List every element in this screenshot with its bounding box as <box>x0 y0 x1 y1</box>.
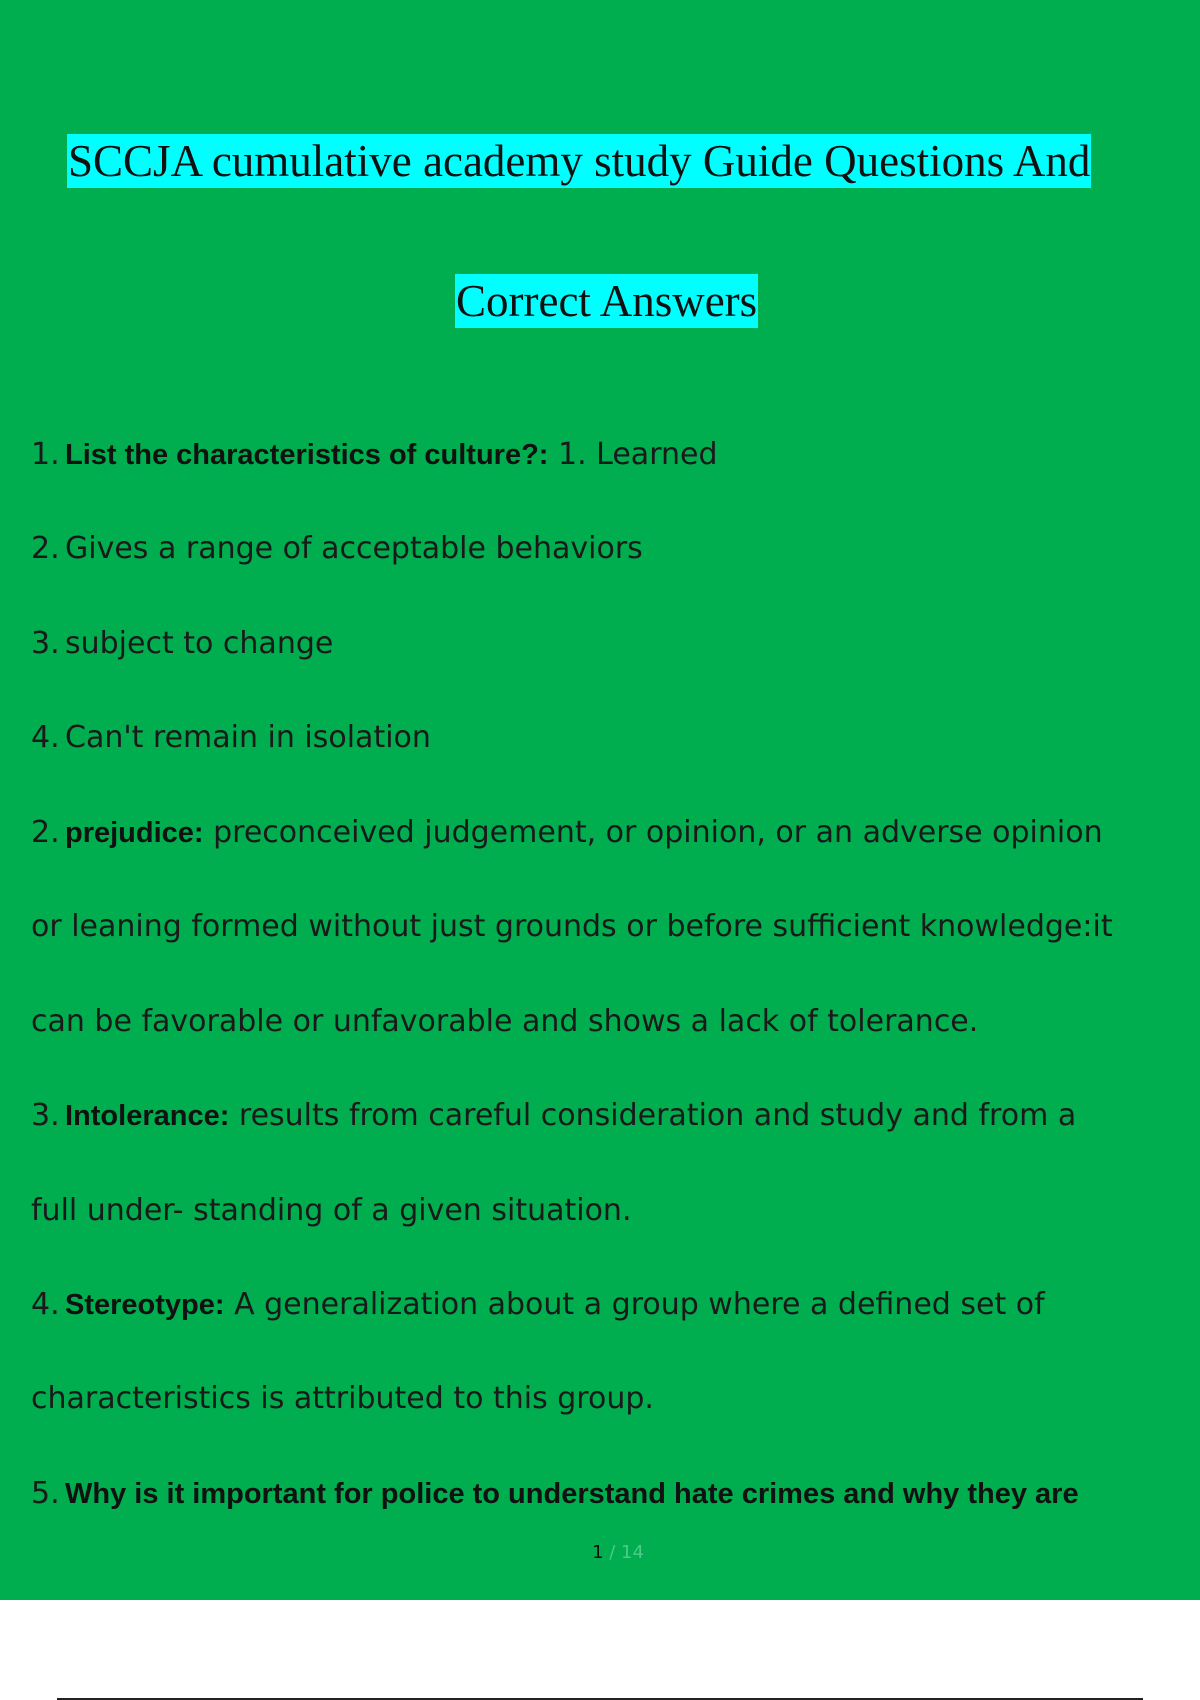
answer-text: preconceived judgement, or opinion, or an adverse opinion <box>203 815 1103 850</box>
question-line <box>31 437 718 473</box>
question-line <box>31 1476 1079 1512</box>
answer-continuation-line <box>31 909 1113 945</box>
answer-text: 1. Learned <box>548 437 718 472</box>
answer-text: characteristics is attributed to this group. <box>31 1381 654 1416</box>
question-number: 4. <box>31 1287 60 1322</box>
answer-text: subject to change <box>65 626 334 661</box>
question-line <box>31 1287 1045 1323</box>
answer-text: A generalization about a group where a defined set of <box>224 1287 1045 1322</box>
list-number: 3. <box>31 626 60 661</box>
total-pages: / 14 <box>603 1542 644 1563</box>
answer-text: results from careful consideration and study and from a <box>229 1098 1077 1133</box>
answer-line <box>31 720 431 756</box>
question-term: prejudice: <box>65 817 204 849</box>
answer-text: Can't remain in isolation <box>65 720 431 755</box>
answer-text: full under- standing of a given situation. <box>31 1193 632 1228</box>
question-number: 1. <box>31 437 60 472</box>
question-line <box>31 815 1103 851</box>
question-number: 3. <box>31 1098 60 1133</box>
answer-continuation-line <box>31 1004 978 1040</box>
page-counter <box>0 1542 1200 1563</box>
question-number: 5. <box>31 1476 60 1511</box>
current-page-number: 1 <box>592 1542 604 1563</box>
answer-text: can be favorable or unfavorable and shows a lack of tolerance. <box>31 1004 979 1039</box>
document-title-line-2: Correct Answers <box>456 276 758 326</box>
answer-continuation-line <box>31 1381 654 1417</box>
answer-line <box>31 626 333 662</box>
question-term: Intolerance: <box>65 1100 230 1132</box>
answer-text: Gives a range of acceptable behaviors <box>65 531 643 566</box>
question-line <box>31 1098 1076 1134</box>
question-number: 2. <box>31 815 60 850</box>
document-title-line-1: SCCJA cumulative academy study Guide Questions And <box>68 136 1091 186</box>
list-number: 2. <box>31 531 60 566</box>
question-term: Why is it important for police to understand hate crimes and why they are <box>65 1478 1079 1510</box>
list-number: 4. <box>31 720 60 755</box>
question-term: List the characteristics of culture?: <box>65 439 549 471</box>
answer-continuation-line <box>31 1193 631 1229</box>
question-term: Stereotype: <box>65 1289 225 1321</box>
answer-line <box>31 531 643 567</box>
answer-text: or leaning formed without just grounds or before sufficient knowledge:it <box>31 909 1113 944</box>
